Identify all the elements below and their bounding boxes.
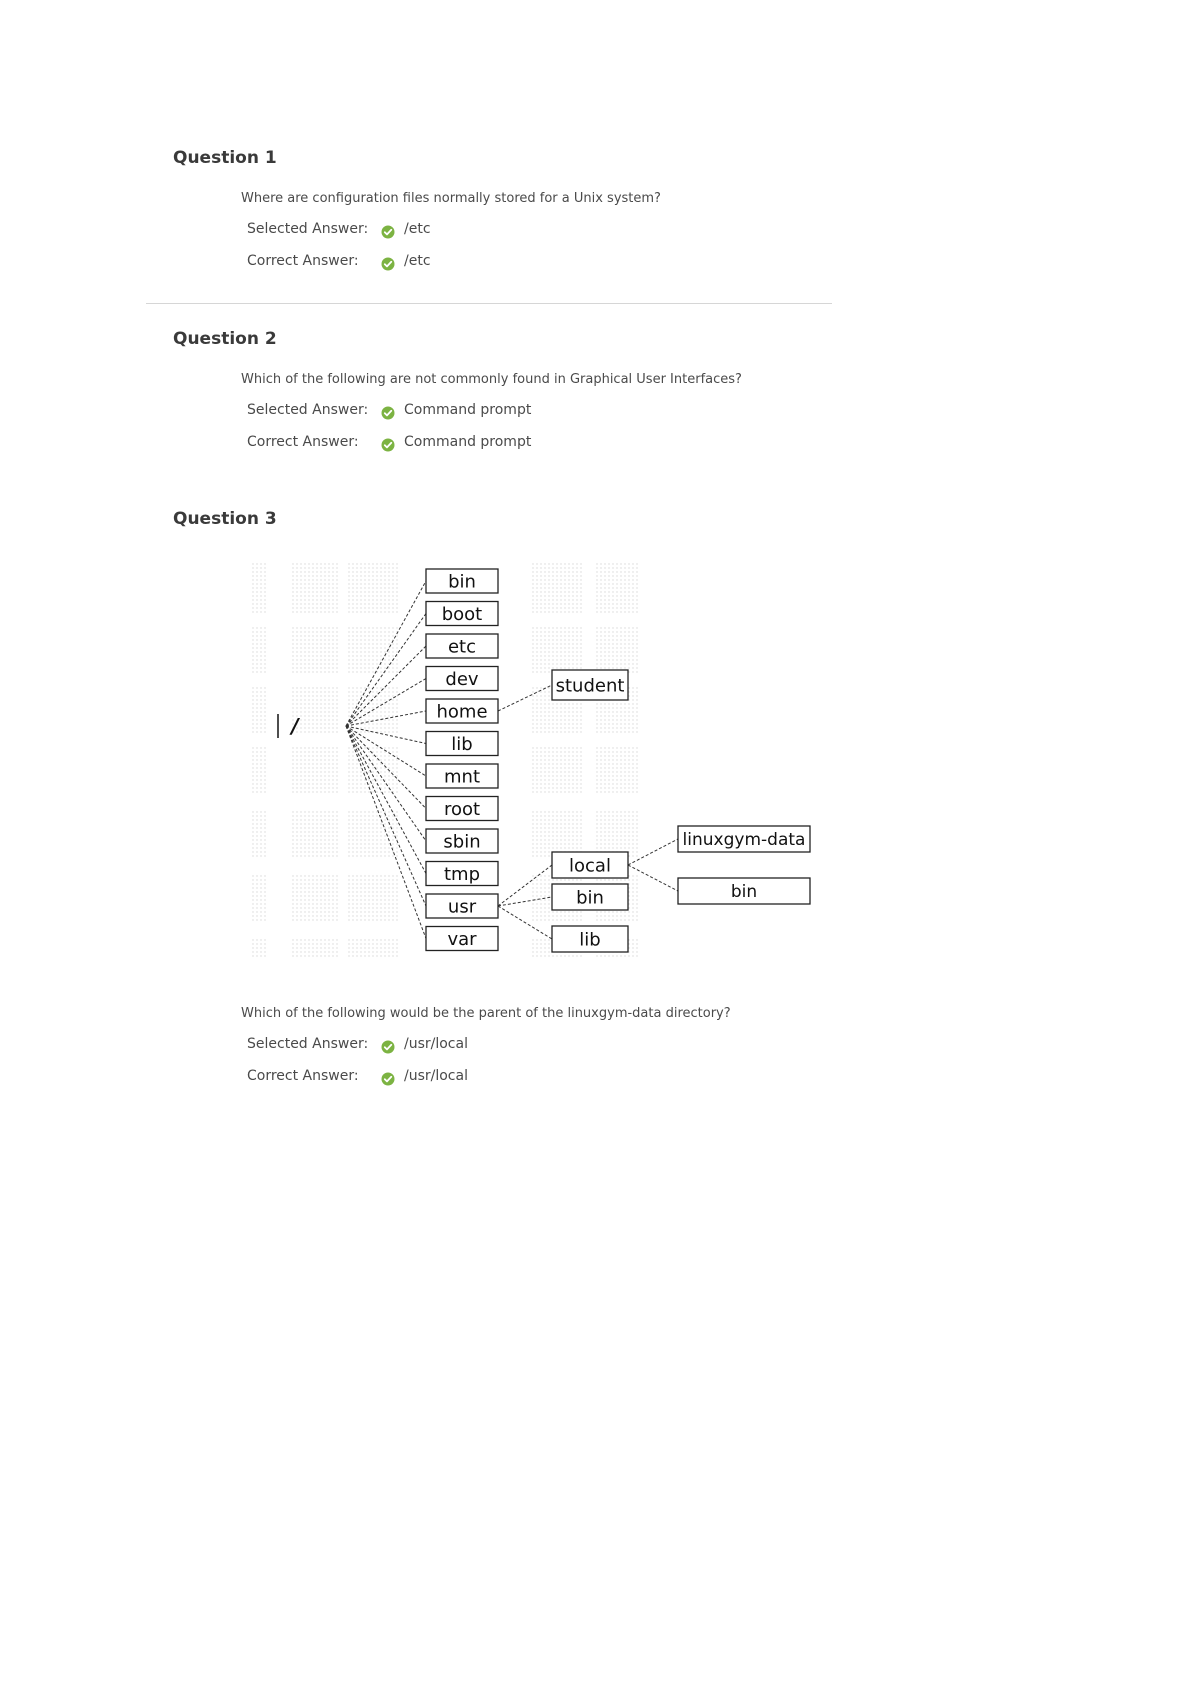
dotted-block (348, 561, 398, 613)
dotted-block (596, 747, 640, 795)
dotted-block (532, 561, 582, 613)
question-1-selected-label: Selected Answer: (247, 221, 369, 237)
dir-dev-label: dev (445, 668, 479, 690)
dir-var-label: var (447, 928, 477, 950)
dir-tmp-label: tmp (443, 863, 481, 885)
question-2-correct-label: Correct Answer: (247, 434, 359, 450)
dir-usr-label: usr (447, 896, 477, 918)
dotted-block (250, 747, 268, 795)
dir-var (426, 927, 498, 951)
dir-root-label: root (443, 798, 481, 820)
question-2-title: Question 2 (173, 329, 277, 349)
usr-lib-label: lib (579, 929, 601, 951)
question-1-selected-value: /etc (404, 221, 431, 237)
dotted-block (250, 685, 268, 733)
question-3-title: Question 3 (173, 509, 277, 529)
dotted-block (532, 625, 582, 673)
dir-usr (426, 894, 498, 918)
dir-etc (426, 634, 498, 658)
dotted-block (290, 937, 338, 957)
local-linuxgym-data-label: linuxgym-data (682, 830, 806, 851)
check-icon (381, 406, 395, 420)
dotted-block (596, 561, 640, 613)
dotted-block (290, 625, 338, 673)
question-2-selected-label: Selected Answer: (247, 402, 369, 418)
dotted-block (250, 561, 268, 613)
dir-student-label: student (555, 675, 625, 697)
question-2-selected-value: Command prompt (404, 402, 532, 418)
usr-bin-label: bin (576, 887, 604, 909)
dir-home (426, 699, 498, 723)
dotted-block (250, 937, 268, 957)
dir-home-label: home (436, 701, 488, 723)
dotted-block (290, 561, 338, 613)
dir-sbin-label: sbin (443, 831, 481, 853)
local-bin (678, 878, 810, 904)
question-3-correct-value: /usr/local (404, 1068, 468, 1084)
dir-bin (426, 569, 498, 593)
question-3-correct-label: Correct Answer: (247, 1068, 359, 1084)
dir-student (552, 670, 628, 700)
dotted-block (250, 625, 268, 673)
dir-tmp (426, 862, 498, 886)
dir-boot (426, 602, 498, 626)
check-icon (381, 1072, 395, 1086)
check-icon (381, 257, 395, 271)
question-divider (146, 303, 832, 304)
dir-sbin (426, 829, 498, 853)
dir-dev (426, 667, 498, 691)
dir-mnt-label: mnt (444, 766, 480, 788)
dir-root (426, 797, 498, 821)
dotted-block (348, 625, 398, 673)
root-node-label: / (291, 714, 299, 738)
dir-bin-label: bin (448, 571, 476, 593)
dotted-block (290, 811, 338, 859)
dotted-block (250, 873, 268, 921)
question-1-correct-value: /etc (404, 253, 431, 269)
usr-bin (552, 884, 628, 910)
dotted-block (532, 747, 582, 795)
check-icon (381, 225, 395, 239)
question-2-correct-value: Command prompt (404, 434, 532, 450)
dotted-block (348, 873, 398, 921)
dir-etc-label: etc (447, 636, 477, 658)
dotted-block (348, 811, 398, 859)
dotted-block (290, 873, 338, 921)
check-icon (381, 1040, 395, 1054)
question-1-text: Where are configuration files normally stored for a Unix system? (241, 191, 661, 206)
dotted-block (596, 625, 640, 673)
local-bin-label: bin (730, 882, 758, 903)
question-1-correct-label: Correct Answer: (247, 253, 359, 269)
dir-lib (426, 732, 498, 756)
question-3-selected-value: /usr/local (404, 1036, 468, 1052)
question-2-text: Which of the following are not commonly found in Graphical User Interfaces? (241, 372, 742, 387)
dir-mnt (426, 764, 498, 788)
local-linuxgym-data (678, 826, 810, 852)
dotted-block (348, 685, 398, 733)
dotted-block (250, 811, 268, 859)
question-1-title: Question 1 (173, 148, 277, 168)
usr-lib (552, 926, 628, 952)
dir-lib-label: lib (451, 733, 473, 755)
question-3-selected-label: Selected Answer: (247, 1036, 369, 1052)
usr-local-label: local (569, 855, 611, 877)
check-icon (381, 438, 395, 452)
dotted-block (290, 747, 338, 795)
dir-boot-label: boot (441, 603, 483, 625)
usr-local (552, 852, 628, 878)
directory-tree-diagram (240, 555, 820, 985)
dotted-block (348, 937, 398, 957)
question-3-text: Which of the following would be the parent of the linuxgym-data directory? (241, 1006, 731, 1021)
